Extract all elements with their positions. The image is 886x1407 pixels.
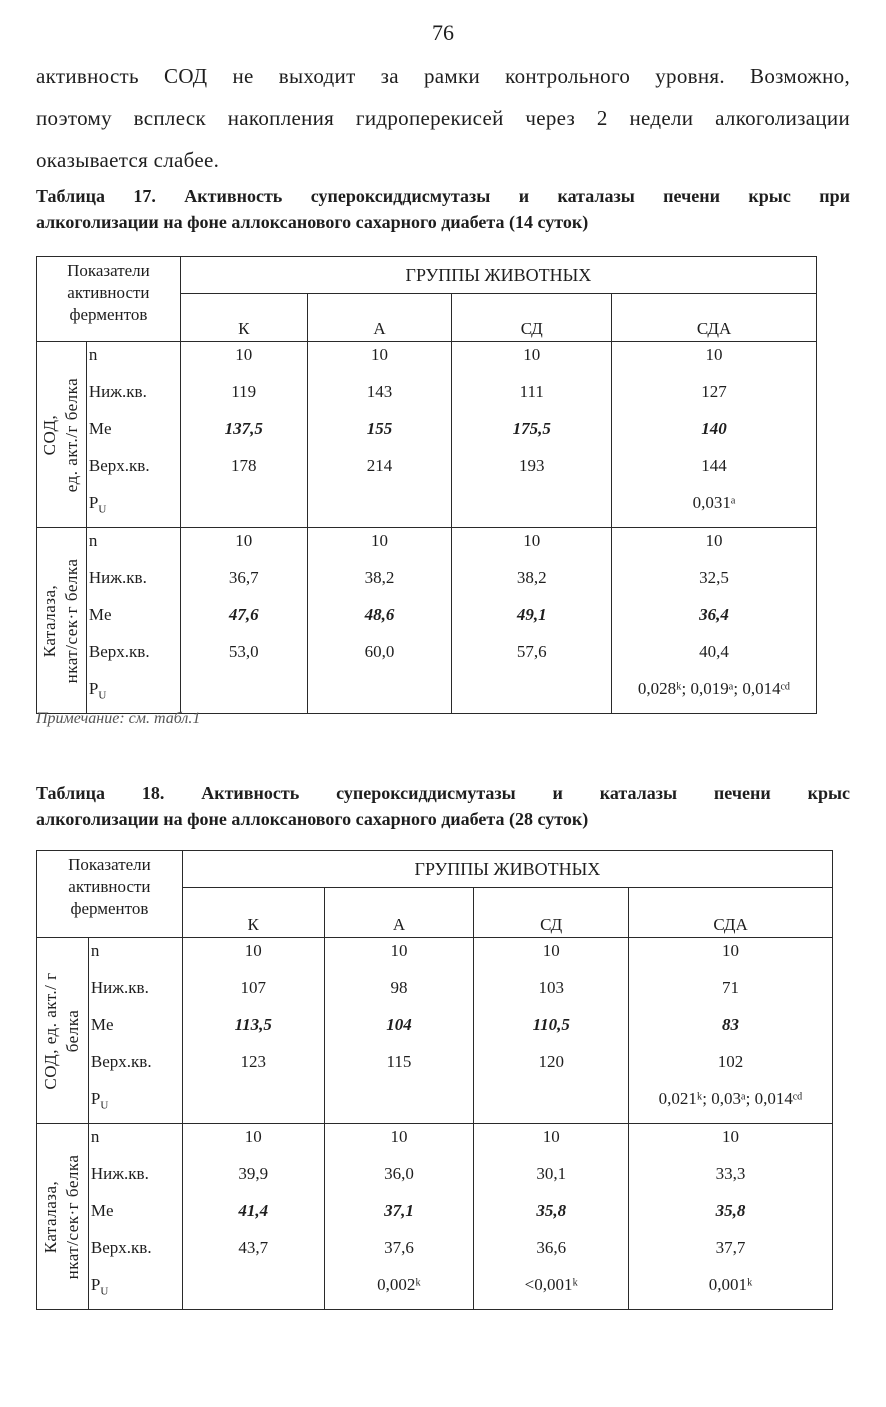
group-header-k: К xyxy=(182,888,324,938)
body-paragraph xyxy=(36,55,850,181)
value-me: 41,4 xyxy=(238,1201,269,1220)
value-p xyxy=(181,676,307,713)
value-q-high: 37,6 xyxy=(384,1238,414,1257)
section-title-line: Каталаза, xyxy=(41,1180,61,1253)
group-values xyxy=(452,342,612,528)
section-title xyxy=(37,528,87,714)
row-label-text: P xyxy=(90,1089,101,1108)
value-q-low: 30,1 xyxy=(536,1164,567,1183)
row-label-subscript: U xyxy=(98,503,107,516)
value-n: 10 xyxy=(235,345,253,364)
group-header-k: К xyxy=(180,294,307,342)
row-label xyxy=(87,379,180,416)
value-p: 0,001ᵏ xyxy=(708,1275,753,1294)
row-label-subscript: U xyxy=(98,689,107,702)
table18-caption xyxy=(36,780,850,832)
value-q-low: 103 xyxy=(538,978,564,997)
row-label xyxy=(89,1012,182,1049)
value-q-high: 214 xyxy=(366,456,393,475)
row-label xyxy=(87,602,180,639)
value-me: 35,8 xyxy=(715,1201,746,1220)
value-n: 10 xyxy=(235,531,253,550)
row-label xyxy=(89,938,182,975)
value-me: 36,4 xyxy=(699,605,729,624)
row-label-text: Ниж.кв. xyxy=(90,978,149,997)
group-header-sd: СД xyxy=(474,888,629,938)
value-q-low: 119 xyxy=(231,382,257,401)
value-q-low: 38,2 xyxy=(516,568,547,587)
row-label-text: P xyxy=(90,1275,101,1294)
row-label xyxy=(89,1124,182,1161)
row-labels xyxy=(86,342,180,528)
value-n: 10 xyxy=(722,1127,740,1146)
table-note: Примечание: см. табл.1 xyxy=(36,710,201,727)
value-p xyxy=(452,676,611,713)
value-me: 175,5 xyxy=(512,419,551,438)
header-line: активности xyxy=(68,877,151,896)
value-me: 113,5 xyxy=(234,1015,272,1034)
group-header-sd: СД xyxy=(452,294,612,342)
section-title-line: Каталаза, xyxy=(40,584,60,657)
section-title xyxy=(37,1124,89,1310)
group-values xyxy=(612,528,817,714)
caption-line: алкоголизации на фоне аллоксанового сахарного диабета (28 суток) xyxy=(36,809,589,829)
row-label-text: Me xyxy=(90,1201,114,1220)
row-label-text: Me xyxy=(88,605,112,624)
value-p xyxy=(181,490,307,527)
value-p xyxy=(183,1272,324,1309)
row-label xyxy=(89,975,182,1012)
value-p xyxy=(308,676,452,713)
value-q-high: 123 xyxy=(240,1052,266,1071)
value-q-low: 36,0 xyxy=(384,1164,414,1183)
value-me: 104 xyxy=(386,1015,412,1034)
row-label xyxy=(89,1049,182,1086)
value-q-high: 57,6 xyxy=(516,642,547,661)
row-label xyxy=(87,565,180,602)
row-label xyxy=(89,1198,182,1235)
value-n: 10 xyxy=(390,1127,408,1146)
value-p xyxy=(183,1086,324,1123)
group-values xyxy=(452,528,612,714)
row-label-text: Ниж.кв. xyxy=(88,382,147,401)
value-n: 10 xyxy=(244,1127,262,1146)
row-label-text: Верх.кв. xyxy=(88,456,150,475)
value-q-high: 115 xyxy=(386,1052,412,1071)
row-label xyxy=(87,416,180,453)
section-title-line: ед. акт./г белка xyxy=(62,377,82,492)
section-title-line: СОД, ед. акт./ г xyxy=(41,971,61,1090)
group-values xyxy=(474,1124,629,1310)
value-me: 48,6 xyxy=(364,605,395,624)
value-n: 10 xyxy=(523,345,541,364)
value-q-high: 102 xyxy=(717,1052,744,1071)
value-me: 35,8 xyxy=(536,1201,567,1220)
value-p: 0,021ᵏ; 0,03ᵃ; 0,014ᶜᵈ xyxy=(658,1089,803,1108)
group-values xyxy=(612,342,817,528)
header-line: ферментов xyxy=(70,899,149,918)
group-header-sda: СДА xyxy=(612,294,817,342)
value-n: 10 xyxy=(542,941,560,960)
row-label xyxy=(89,1161,182,1198)
table17 xyxy=(36,256,817,714)
value-q-high: 53,0 xyxy=(228,642,259,661)
row-label-text: n xyxy=(90,941,100,960)
row-label-subscript: U xyxy=(100,1099,109,1112)
group-header-a: А xyxy=(307,294,452,342)
groups-title: ГРУППЫ ЖИВОТНЫХ xyxy=(182,851,832,888)
indicator-header xyxy=(37,851,183,938)
row-label-text: Верх.кв. xyxy=(88,642,150,661)
value-n: 10 xyxy=(542,1127,560,1146)
section-title-text xyxy=(40,972,84,1089)
value-p: 0,028ᵏ; 0,019ᵃ; 0,014ᶜᵈ xyxy=(637,679,791,698)
value-p xyxy=(308,490,452,527)
value-n: 10 xyxy=(244,941,262,960)
value-p xyxy=(325,1086,474,1123)
value-q-low: 36,7 xyxy=(228,568,259,587)
value-me: 140 xyxy=(701,419,727,438)
value-p: 0,002ᵏ xyxy=(377,1275,421,1294)
group-values xyxy=(307,342,452,528)
row-label xyxy=(87,490,180,527)
row-label xyxy=(89,1086,182,1123)
value-n: 10 xyxy=(371,531,388,550)
value-q-high: 40,4 xyxy=(699,642,729,661)
value-q-low: 32,5 xyxy=(699,568,729,587)
row-label-subscript: U xyxy=(100,1285,109,1298)
indicator-header xyxy=(37,257,181,342)
group-values xyxy=(474,938,629,1124)
value-n: 10 xyxy=(390,941,408,960)
value-q-low: 107 xyxy=(240,978,266,997)
row-label-text: P xyxy=(88,679,99,698)
group-values xyxy=(629,1124,833,1310)
group-values xyxy=(324,938,474,1124)
value-q-high: 36,6 xyxy=(536,1238,567,1257)
row-label xyxy=(87,676,180,713)
group-values xyxy=(180,528,307,714)
value-q-high: 37,7 xyxy=(715,1238,746,1257)
value-q-low: 33,3 xyxy=(715,1164,746,1183)
paragraph-line: поэтому всплеск накопления гидроперекисей через 2 недели алкоголизации xyxy=(36,106,850,130)
row-label-text: Ниж.кв. xyxy=(90,1164,149,1183)
section-title-text xyxy=(40,1154,84,1279)
value-q-high: 60,0 xyxy=(364,642,395,661)
header-line: ферментов xyxy=(69,305,148,324)
value-q-high: 193 xyxy=(518,456,545,475)
paragraph-line: активность СОД не выходит за рамки контрольного уровня. Возможно, xyxy=(36,64,850,88)
row-label-text: n xyxy=(88,531,98,550)
row-label-text: Me xyxy=(90,1015,114,1034)
row-label-text: Верх.кв. xyxy=(90,1238,152,1257)
section-title-text xyxy=(39,377,83,491)
row-labels xyxy=(88,1124,182,1310)
table17-caption xyxy=(36,183,850,235)
value-me: 83 xyxy=(722,1015,740,1034)
table18 xyxy=(36,850,833,1310)
page-number: 76 xyxy=(432,20,454,45)
row-label-text: Верх.кв. xyxy=(90,1052,152,1071)
section-title-line: нкат/сек·г белка xyxy=(63,1154,83,1279)
value-p: <0,001ᵏ xyxy=(524,1275,578,1294)
section-title-line: нкат/сек·г белка xyxy=(62,558,82,683)
group-values xyxy=(182,1124,324,1310)
row-label xyxy=(87,342,180,379)
value-me: 110,5 xyxy=(532,1015,570,1034)
header-line: Показатели xyxy=(67,261,150,280)
section-title xyxy=(37,938,89,1124)
group-header-sda: СДА xyxy=(629,888,833,938)
value-me: 155 xyxy=(366,419,393,438)
row-label-text: P xyxy=(88,493,99,512)
group-header-a: А xyxy=(324,888,474,938)
group-values xyxy=(324,1124,474,1310)
value-q-low: 71 xyxy=(722,978,740,997)
value-p xyxy=(474,1086,628,1123)
row-label xyxy=(87,453,180,490)
value-n: 10 xyxy=(705,345,723,364)
value-p xyxy=(452,490,611,527)
value-n: 10 xyxy=(722,941,740,960)
section-title-line: СОД, xyxy=(40,414,60,455)
value-q-low: 143 xyxy=(366,382,393,401)
header-line: Показатели xyxy=(68,855,151,874)
row-label xyxy=(87,639,180,676)
group-values xyxy=(182,938,324,1124)
value-q-high: 144 xyxy=(701,456,727,475)
group-values xyxy=(180,342,307,528)
value-n: 10 xyxy=(371,345,388,364)
group-values xyxy=(307,528,452,714)
row-label-text: n xyxy=(90,1127,100,1146)
row-labels xyxy=(86,528,180,714)
value-q-high: 178 xyxy=(230,456,257,475)
section-title-text xyxy=(39,558,83,683)
groups-title: ГРУППЫ ЖИВОТНЫХ xyxy=(180,257,816,294)
value-p: 0,031ᵃ xyxy=(692,493,736,512)
caption-line: Таблица 18. Активность супероксиддисмутазы и каталазы печени крыс xyxy=(36,783,850,803)
value-q-low: 38,2 xyxy=(364,568,395,587)
row-label-text: Me xyxy=(88,419,112,438)
value-n: 10 xyxy=(523,531,541,550)
caption-line: алкоголизации на фоне аллоксанового сахарного диабета (14 суток) xyxy=(36,212,589,232)
value-q-low: 39,9 xyxy=(238,1164,269,1183)
row-label xyxy=(87,528,180,565)
caption-line: Таблица 17. Активность супероксиддисмутазы и каталазы печени крыс при xyxy=(36,186,850,206)
value-q-low: 111 xyxy=(519,382,544,401)
section-title xyxy=(37,342,87,528)
group-values xyxy=(629,938,833,1124)
value-q-high: 43,7 xyxy=(238,1238,269,1257)
value-q-high: 120 xyxy=(538,1052,564,1071)
row-label xyxy=(89,1235,182,1272)
row-labels xyxy=(88,938,182,1124)
value-n: 10 xyxy=(705,531,723,550)
header-line: активности xyxy=(67,283,150,302)
row-label xyxy=(89,1272,182,1309)
value-me: 37,1 xyxy=(384,1201,414,1220)
value-q-low: 127 xyxy=(701,382,727,401)
paragraph-line: оказывается слабее. xyxy=(36,148,220,172)
value-me: 47,6 xyxy=(228,605,259,624)
value-q-low: 98 xyxy=(390,978,408,997)
row-label-text: n xyxy=(88,345,98,364)
value-me: 137,5 xyxy=(224,419,263,438)
value-me: 49,1 xyxy=(516,605,547,624)
row-label-text: Ниж.кв. xyxy=(88,568,147,587)
section-title-line: белка xyxy=(63,1009,83,1052)
